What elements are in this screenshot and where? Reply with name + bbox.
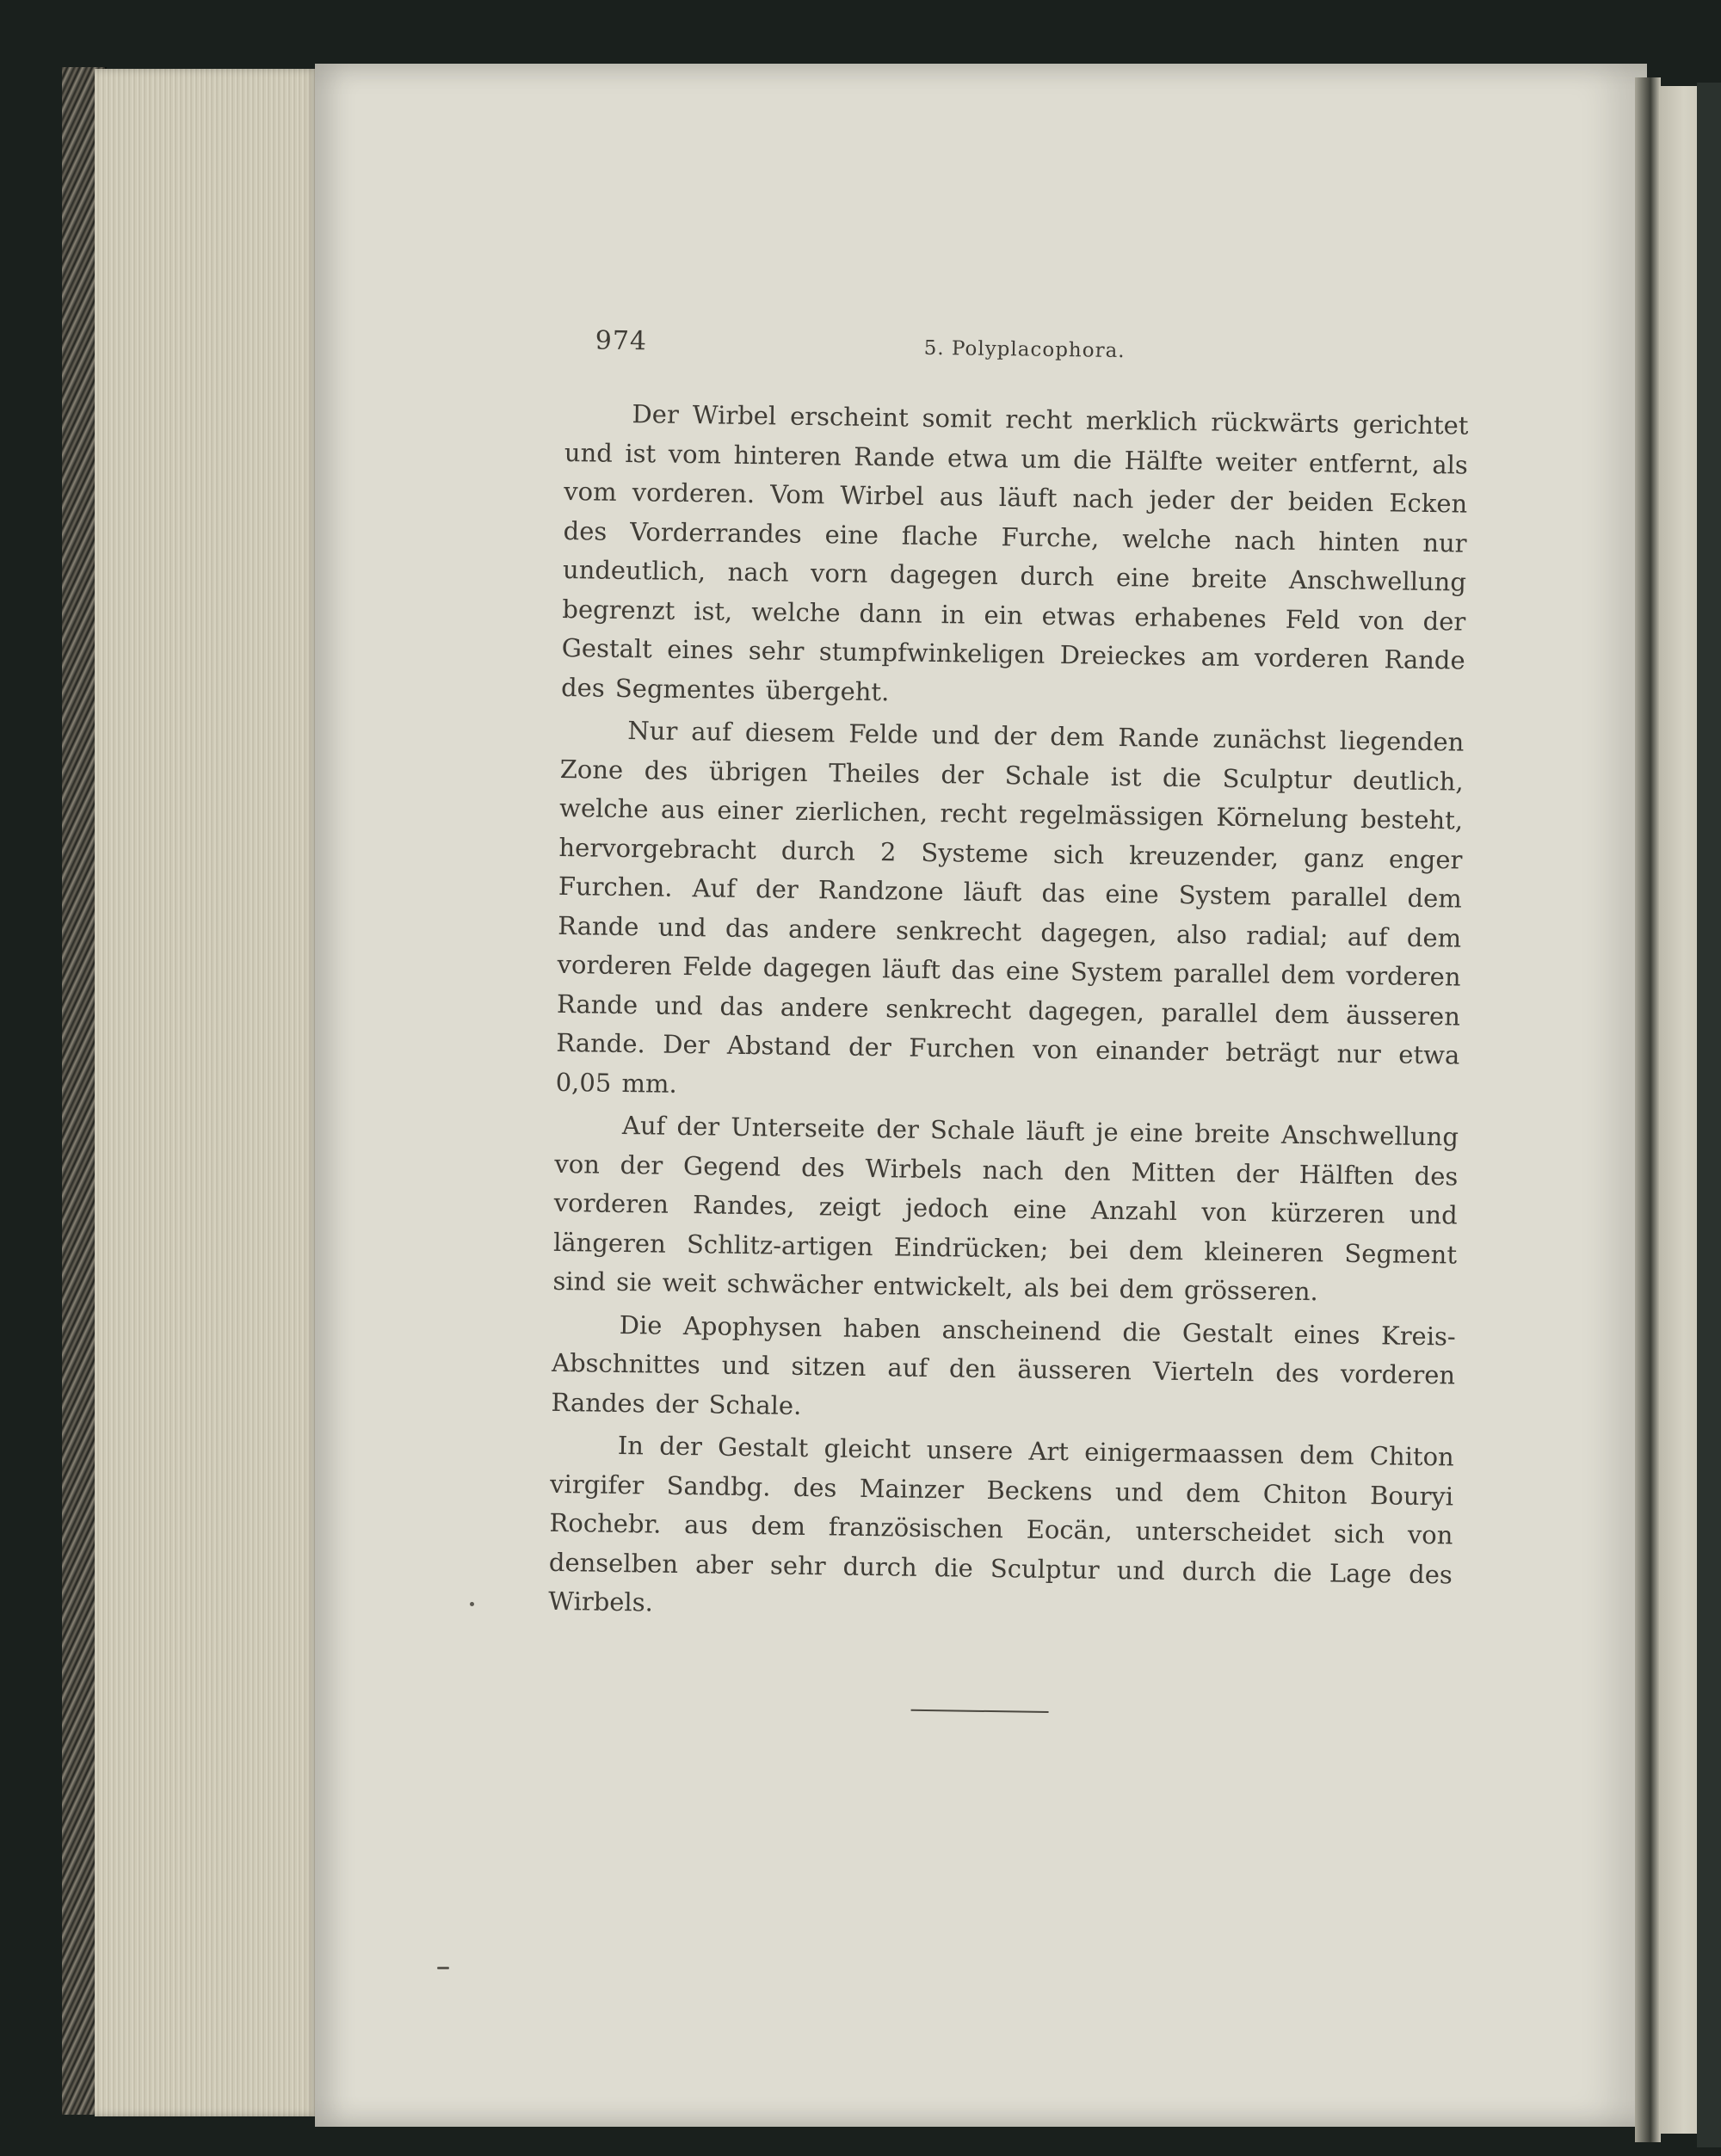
body-text — [548, 394, 1469, 1634]
book-gutter — [1635, 77, 1661, 2142]
page-number: 974 — [595, 325, 648, 357]
page-text-block — [547, 325, 1470, 1718]
paragraph: In der Gestalt gleicht unsere Art einigermaassen dem Chiton virgifer Sandbg. des Mainzer Beckens und dem Chiton Bouryi Rochebr. aus dem französischen Eocän, unterscheidet sich von denselben aber sehr durch die Sculptur und durch die Lage des Wirbels. — [548, 1430, 1454, 1617]
running-title: 5. Polyplacophora. — [923, 336, 1126, 363]
book-cover-right — [1697, 83, 1721, 2147]
page-edges-left — [95, 69, 318, 2116]
paragraph: Auf der Unterseite der Schale läuft je eine breite Anschwellung von der Gegend des Wirbels nach den Mitten der Hälften des vorderen Randes, zeigt jedoch eine Anzahl von kürzeren und längeren Schlitz-artigen Eindrücken; bei dem kleineren Segment sind sie weit schwächer entwickelt, als bei dem grösseren. — [552, 1111, 1459, 1307]
paragraph: Nur auf diesem Felde und der dem Rande zunächst liegenden Zone des übrigen Theiles der Schale ist die Sculptur deutlich, welche aus einer zierlichen, recht regelmässigen Körnelung besteht, hervorgebracht durch 2 Systeme sich kreuzender, ganz enger Furchen. Auf der Randzone läuft das eine System parallel dem Rande und das andere senkrecht dagegen, also radial; auf dem vorderen Felde dagegen läuft das eine System parallel dem vorderen Rande und das andere senkrecht dagegen, parallel dem äusseren Rande. Der Abstand der Furchen von einander beträgt nur etwa 0,05 mm. — [555, 716, 1465, 1099]
paper-speck — [470, 1602, 474, 1606]
paragraph: Die Apophysen haben anscheinend die Gestalt eines Kreis-Abschnittes und sitzen auf den äusseren Vierteln des vorderen Randes der Schale. — [551, 1309, 1456, 1420]
paragraph: Der Wirbel erscheint somit recht merklich rückwärts gerichtet und ist vom hinteren Rande etwa um die Hälfte weiter entfernt, als vom vorderen. Vom Wirbel aus läuft nach jeder der beiden Ecken des Vorderrandes eine flache Furche, welche nach hinten nur undeutlich, nach vorn dagegen durch eine breite Anschwellung begrenzt ist, welche dann in ein etwas erhabenes Feld von der Gestalt eines sehr stumpfwinkeligen Dreieckes am vorderen Rande des Segmentes übergeht. — [560, 399, 1469, 706]
paper-speck — [437, 1967, 449, 1969]
